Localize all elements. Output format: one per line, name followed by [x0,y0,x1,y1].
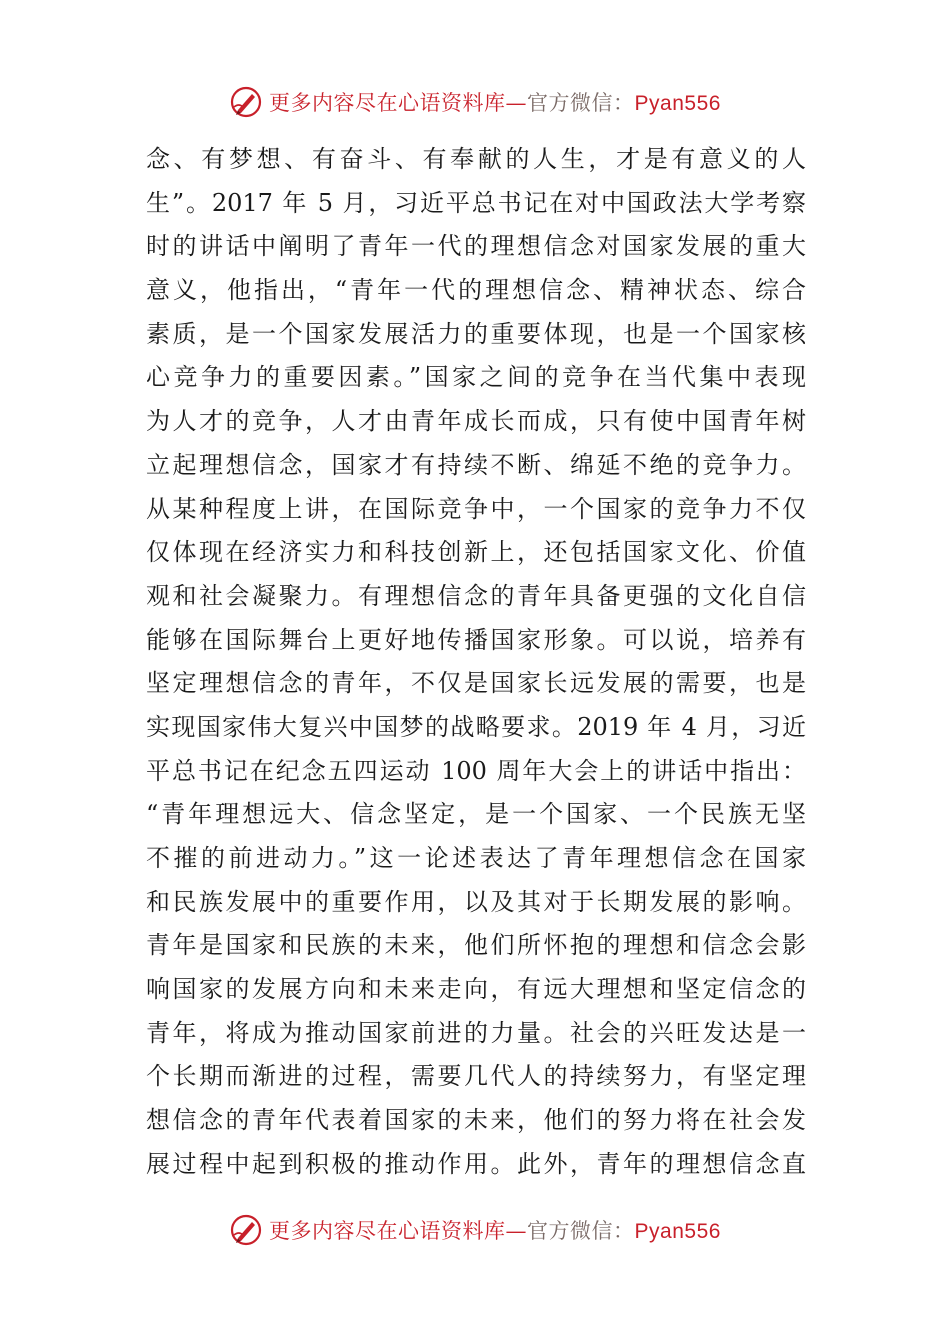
document-body [146,138,806,1187]
text-line: 能够在国际舞台上更好地传播国家形象。可以说，培养有 [146,625,806,654]
text-line: 青年，将成为推动国家前进的力量。社会的兴旺发达是一 [146,1018,806,1047]
text-line: 个长期而渐进的过程，需要几代人的持续努力，有坚定理 [146,1062,806,1091]
text-line: 观和社会凝聚力。有理想信念的青年具备更强的文化自信 [146,581,806,610]
text-line: 念、有梦想、有奋斗、有奉献的人生，才是有意义的人 [146,145,806,173]
wechat-label: 官方微信： [527,91,635,115]
wechat-id: Pyan556 [634,1220,721,1243]
pen-circle-logo-icon [229,1213,263,1247]
text-line: 不摧的前进动力。”这一论述表达了青年理想信念在国家 [146,844,806,872]
wechat-id: Pyan556 [634,92,721,115]
text-line: 展过程中起到积极的推动作用。此外，青年的理想信念直 [146,1149,806,1178]
header-banner [0,82,950,122]
text-line: 立起理想信念，国家才有持续不断、绵延不绝的竞争力。 [146,450,806,479]
text-line: 和民族发展中的重要作用，以及其对于长期发展的影响。 [146,887,806,916]
text-line: 素质，是一个国家发展活力的重要体现，也是一个国家核 [146,319,806,348]
brand-text: 更多内容尽在心语资料库— [269,91,528,115]
text-line: “青年理想远大、信念坚定，是一个国家、一个民族无坚 [146,800,806,829]
text-line: 时的讲话中阐明了青年一代的理想信念对国家发展的重大 [146,232,806,261]
banner-text [269,87,721,117]
text-line: 想信念的青年代表着国家的未来，他们的努力将在社会发 [146,1106,806,1135]
text-line: 青年是国家和民族的未来，他们所怀抱的理想和信念会影 [146,931,806,960]
text-line: 从某种程度上讲，在国际竞争中，一个国家的竞争力不仅 [146,494,806,523]
banner-text [269,1215,721,1245]
text-line: 生”。2017 年 5 月，习近平总书记在对中国政法大学考察 [146,188,806,217]
text-line: 响国家的发展方向和未来走向，有远大理想和坚定信念的 [146,975,806,1004]
footer-banner [0,1210,950,1250]
pen-circle-logo-icon [229,85,263,119]
brand-text: 更多内容尽在心语资料库— [269,1219,528,1243]
text-line: 意义，他指出，“青年一代的理想信念、精神状态、综合 [146,276,806,305]
text-line: 为人才的竞争，人才由青年成长而成，只有使中国青年树 [146,407,806,436]
text-line: 实现国家伟大复兴中国梦的战略要求。2019 年 4 月，习近 [146,712,806,741]
text-line: 坚定理想信念的青年，不仅是国家长远发展的需要，也是 [146,669,806,698]
text-line: 平总书记在纪念五四运动 100 周年大会上的讲话中指出： [146,756,806,785]
wechat-label: 官方微信： [527,1219,635,1243]
text-line: 仅体现在经济实力和科技创新上，还包括国家文化、价值 [146,538,806,567]
text-line: 心竞争力的重要因素。”国家之间的竞争在当代集中表现 [146,363,806,392]
